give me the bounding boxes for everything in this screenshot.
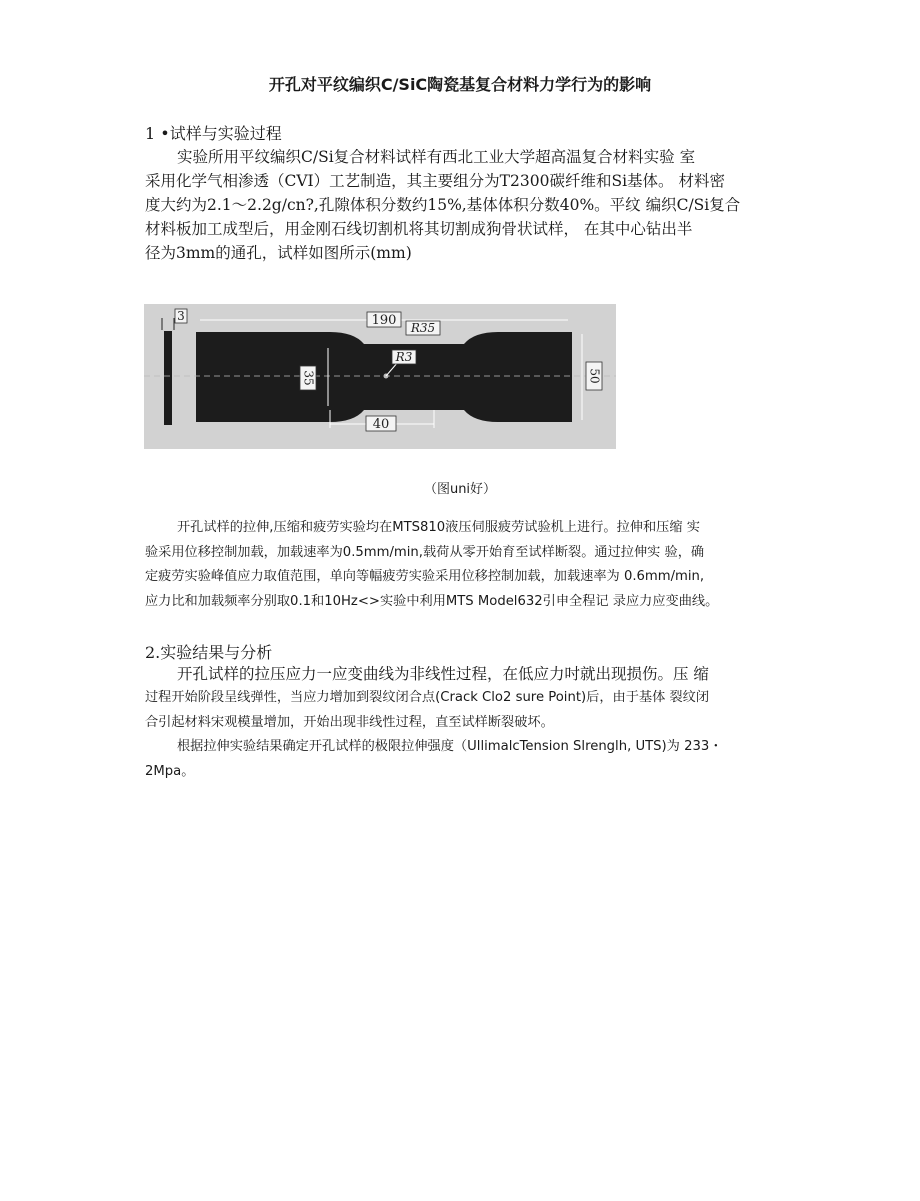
- text-line: 定疲劳实验峰值应力取值范围，单向等幅疲劳实验采用位移控制加载，加载速率为 0.6mm/min,: [145, 569, 705, 584]
- specimen-side-view: [164, 331, 172, 425]
- gauge-length-label: 40: [372, 417, 390, 432]
- text-line: 2Mpa。: [145, 763, 195, 779]
- results-paragraph: [145, 686, 780, 735]
- thickness-label: 3: [177, 309, 185, 323]
- length-label: 190: [371, 313, 397, 328]
- section-1-paragraph: [145, 145, 780, 265]
- full-width-label: 50: [587, 368, 602, 384]
- text-line: 径为3mm的通孔，试样如图所示(mm): [145, 244, 412, 262]
- narrow-width-label: 35: [301, 370, 316, 386]
- text-line: 实验所用平纹编织C/Si复合材料试样有西北工业大学超高温复合材料实验 室: [177, 148, 696, 166]
- uts-paragraph: [145, 735, 780, 784]
- document-title: 开孔对平纹编织C/SiC陶瓷基复合材料力学行为的影响: [268, 75, 652, 94]
- text-line: 开孔试样的拉压应力一应变曲线为非线性过程，在低应力吋就出现损伤。压 缩: [177, 665, 709, 683]
- text-line: 合引起材料宋观模量增加，开始出现非线性过程，直至试样断裂破坏。: [145, 714, 554, 730]
- text-line: 应力比和加载频率分别取0.1和10Hz<>实验中利用MTS Model632引申全程记 录应力应变曲线。: [145, 593, 719, 609]
- section-1-heading: 1 •试样与实验过程: [145, 124, 282, 143]
- text-line: 验采用位移控制加载，加载速率为0.5mm/min,载荷从零开始育至试样断裂。通过拉伸实 验，确: [145, 544, 705, 560]
- section-2-heading: 2.实验结果与分析: [145, 643, 273, 662]
- fillet-radius-label: R35: [410, 321, 436, 335]
- test-method-paragraph: [145, 516, 780, 614]
- text-line: 过程开始阶段呈线弹性，当应力增加到裂纹闭合点(Crack Clo2 sure Point)后，由于基体 裂纹闭: [145, 690, 710, 705]
- hole-radius-label: R3: [395, 350, 413, 364]
- text-line: 材料板加工成型后，用金刚石线切割机将其切割成狗骨状试样， 在其中心钻出半: [145, 220, 693, 238]
- section-2-paragraph: [145, 662, 780, 686]
- text-line: 开孔试样的拉伸,压缩和疲劳实验均在MTS810液压伺服疲劳试验机上进行。拉伸和压缩 实: [177, 520, 700, 535]
- figure-caption: （图uni好）: [423, 482, 497, 497]
- specimen-figure: [144, 304, 616, 449]
- text-line: 采用化学气相渗透（CVI）工艺制造，其主要组分为T2300碳纤维和Si基体。 材料密: [145, 172, 725, 190]
- text-line: 根据拉伸实验结果确定开孔试样的极限拉伸强度（UllimalcTension Slrenglh, UTS)为 233・: [177, 739, 723, 754]
- text-line: 度大约为2.1～2.2g/cn?,孔隙体积分数约15%,基体体积分数40%。平纹 编织C/Si复合: [145, 196, 741, 214]
